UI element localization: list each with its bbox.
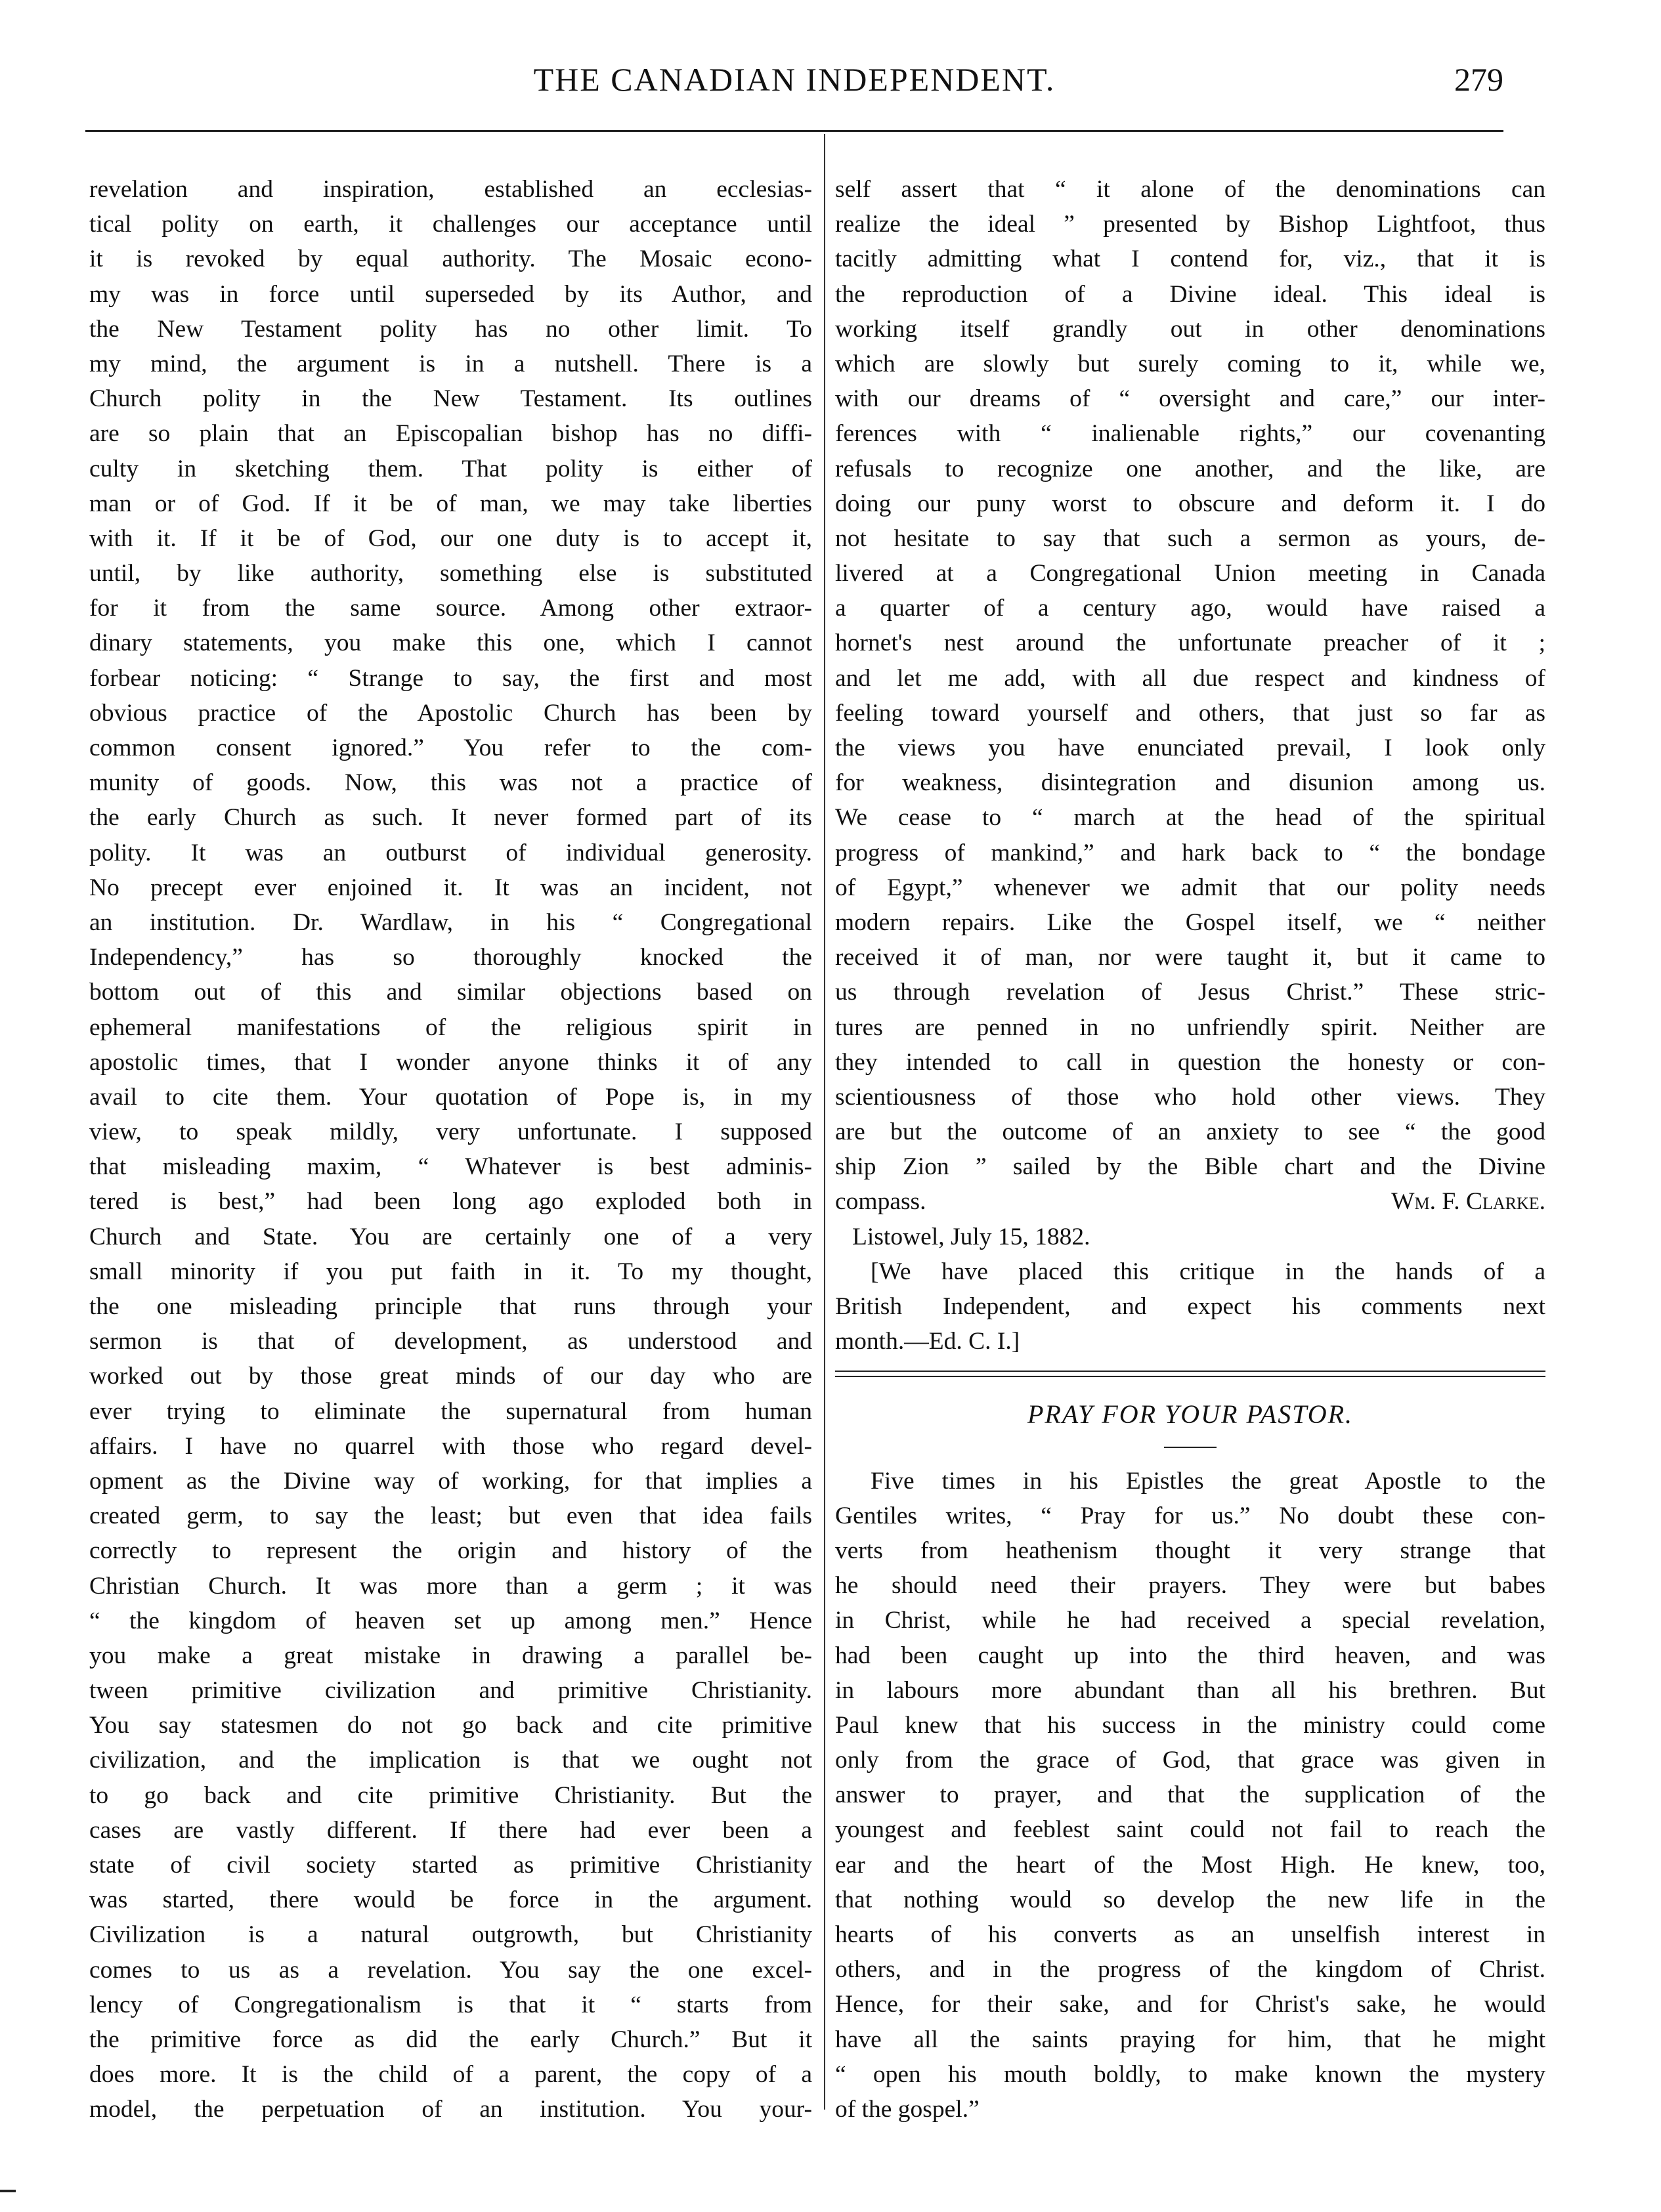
section-separator xyxy=(835,1359,1545,1393)
text-line: they intended to call in question the honesty or con- xyxy=(835,1048,1545,1076)
text-line: lency of Congregationalism is that it “ starts from xyxy=(89,1991,812,2018)
text-line: hornet's nest around the unfortunate preacher of it ; xyxy=(835,629,1545,657)
text-line: an institution. Dr. Wardlaw, in his “ Congregational xyxy=(89,908,812,936)
signature: Wm. F. Clarke. xyxy=(1391,1188,1545,1216)
text-line: with our dreams of “ oversight and care,” our inter- xyxy=(835,385,1545,413)
text-line: dinary statements, you make this one, which I cannot xyxy=(89,629,812,657)
article-line: in labours more abundant than all his brethren. But xyxy=(835,1676,1545,1704)
text-line: civilization, and the implication is that we ought not xyxy=(89,1747,812,1774)
editor-note-line: [We have placed this critique in the hands of a xyxy=(871,1258,1545,1285)
text-line: worked out by those great minds of our day who are xyxy=(89,1363,812,1390)
article-line: Five times in his Epistles the great Apostle to the xyxy=(871,1467,1545,1495)
text-line: that misleading maxim, “ Whatever is best adminis- xyxy=(89,1153,812,1181)
article-line: have all the saints praying for him, that he might xyxy=(835,2026,1545,2053)
text-line: are but the outcome of an anxiety to see “ the good xyxy=(835,1118,1545,1146)
article-line: in Christ, while he had received a special revelation, xyxy=(835,1607,1545,1634)
text-line: which are slowly but surely coming to it, while we, xyxy=(835,350,1545,377)
text-line: bottom out of this and similar objections based on xyxy=(89,979,812,1006)
text-line: ephemeral manifestations of the religious spirit in xyxy=(89,1013,812,1041)
running-title: THE CANADIAN INDEPENDENT. xyxy=(533,61,1056,98)
text-line: obvious practice of the Apostolic Church has been by xyxy=(89,699,812,727)
article-line: verts from heathenism thought it very strange that xyxy=(835,1537,1545,1564)
text-line: We cease to “ march at the head of the spiritual xyxy=(835,804,1545,832)
text-line: for it from the same source. Among other extraor- xyxy=(89,595,812,622)
text-line: tures are penned in no unfriendly spirit. Neither are xyxy=(835,1013,1545,1041)
article-line: ear and the heart of the Most High. He knew, too, xyxy=(835,1851,1545,1879)
article-line: Paul knew that his success in the ministry could come xyxy=(835,1711,1545,1739)
text-line: apostolic times, that I wonder anyone thinks it of any xyxy=(89,1048,812,1076)
article-line: that nothing would so develop the new life in the xyxy=(835,1886,1545,1913)
text-line: of Egypt,” whenever we admit that our polity needs xyxy=(835,874,1545,901)
text-line: avail to cite them. Your quotation of Pope is, in my xyxy=(89,1083,812,1111)
article-line: youngest and feeblest saint could not fail to reach the xyxy=(835,1816,1545,1844)
page-edge-mark xyxy=(0,2190,16,2192)
article-line: only from the grace of God, that grace was given in xyxy=(835,1747,1545,1774)
article-line: others, and in the progress of the kingdom of Christ. xyxy=(835,1956,1545,1984)
text-line: the reproduction of a Divine ideal. This ideal is xyxy=(835,280,1545,308)
text-line: tacitly admitting what I contend for, viz., that it is xyxy=(835,245,1545,273)
dateline: Listowel, July 15, 1882. xyxy=(852,1223,1090,1250)
left-column xyxy=(89,172,812,2127)
text-line: man or of God. If it be of man, we may take liberties xyxy=(89,490,812,517)
text-line: my mind, the argument is in a nutshell. There is a xyxy=(89,350,812,377)
text-line: scientiousness of those who hold other views. They xyxy=(835,1083,1545,1111)
text-line: view, to speak mildly, very unfortunate. I supposed xyxy=(89,1118,812,1146)
text-line: polity. It was an outburst of individual generosity. xyxy=(89,839,812,866)
text-line: with it. If it be of God, our one duty is to accept it, xyxy=(89,524,812,552)
text-line: Church polity in the New Testament. Its outlines xyxy=(89,385,812,413)
text-line: No precept ever enjoined it. It was an incident, not xyxy=(89,874,812,901)
text-line: correctly to represent the origin and history of the xyxy=(89,1537,812,1565)
text-line: the New Testament polity has no other limit. To xyxy=(89,315,812,343)
text-line: you make a great mistake in drawing a parallel be- xyxy=(89,1642,812,1669)
text-line: revelation and inspiration, established an ecclesias- xyxy=(89,176,812,203)
column-divider xyxy=(824,134,825,2110)
article-line: Hence, for their sake, and for Christ's sake, he would xyxy=(835,1991,1545,2018)
text-line: forbear noticing: “ Strange to say, the first and most xyxy=(89,664,812,692)
text-line: affairs. I have no quarrel with those who regard devel- xyxy=(89,1432,812,1460)
text-line: refusals to recognize one another, and the like, are xyxy=(835,455,1545,482)
text-line: small minority if you put faith in it. To my thought, xyxy=(89,1258,812,1285)
text-line: it is revoked by equal authority. The Mosaic econo- xyxy=(89,245,812,273)
right-column xyxy=(835,172,1545,2127)
text-line: progress of mankind,” and hark back to “ the bondage xyxy=(835,839,1545,866)
text-line: modern repairs. Like the Gospel itself, we “ neither xyxy=(835,908,1545,936)
text-line: feeling toward yourself and others, that just so far as xyxy=(835,699,1545,727)
letter-closing-line xyxy=(835,1184,1545,1219)
text-line: the early Church as such. It never formed part of its xyxy=(89,804,812,832)
text-line: not hesitate to say that such a sermon as yours, de- xyxy=(835,524,1545,552)
article-line: answer to prayer, and that the supplication of the xyxy=(835,1781,1545,1809)
article-line: “ open his mouth boldly, to make known the mystery xyxy=(835,2060,1545,2088)
text-line: for weakness, disintegration and disunion among us. xyxy=(835,769,1545,797)
text-line: working itself grandly out in other denominations xyxy=(835,315,1545,343)
header-rule xyxy=(85,130,1503,132)
text-line: Civilization is a natural outgrowth, but Christianity xyxy=(89,1921,812,1949)
page-header xyxy=(85,56,1503,102)
text-line: tered is best,” had been long ago exploded both in xyxy=(89,1188,812,1216)
editor-note xyxy=(835,1254,1545,1359)
text-line: ever trying to eliminate the supernatural from human xyxy=(89,1397,812,1425)
text-line: my was in force until superseded by its Author, and xyxy=(89,280,812,308)
text-line: until, by like authority, something else is substituted xyxy=(89,560,812,587)
article-title: PRAY FOR YOUR PASTOR. xyxy=(1027,1399,1354,1429)
text-line: the primitive force as did the early Church.” But it xyxy=(89,2026,812,2053)
text-line: You say statesmen do not go back and cite primitive xyxy=(89,1712,812,1739)
letter-continuation xyxy=(835,172,1545,1184)
text-line: created germ, to say the least; but even that idea fails xyxy=(89,1502,812,1530)
text-line: are so plain that an Episcopalian bishop has no diffi- xyxy=(89,420,812,448)
article-body xyxy=(835,1464,1545,2127)
text-line: does more. It is the child of a parent, the copy of a xyxy=(89,2061,812,2089)
text-line: and let me add, with all due respect and kindness of xyxy=(835,664,1545,692)
text-line: the views you have enunciated prevail, I look only xyxy=(835,734,1545,761)
text-line: comes to us as a revelation. You say the one excel- xyxy=(89,1956,812,1984)
text-line: opment as the Divine way of working, for that implies a xyxy=(89,1467,812,1495)
article-line: Gentiles writes, “ Pray for us.” No doubt these con- xyxy=(835,1502,1545,1529)
text-line: received it of man, nor were taught it, but it came to xyxy=(835,944,1545,971)
text-line: livered at a Congregational Union meeting in Canada xyxy=(835,560,1545,587)
text-line: common consent ignored.” You refer to the com- xyxy=(89,734,812,761)
article-line: of the gospel.” xyxy=(835,2095,980,2123)
text-line: to go back and cite primitive Christianity. But the xyxy=(89,1781,812,1809)
text-line: culty in sketching them. That polity is either of xyxy=(89,455,812,482)
text-line: was started, there would be force in the argument. xyxy=(89,1886,812,1914)
article-line: hearts of his converts as an unselfish interest in xyxy=(835,1921,1545,1948)
closing-word: compass. xyxy=(835,1188,926,1216)
text-line: “ the kingdom of heaven set up among men.” Hence xyxy=(89,1607,812,1634)
text-line: a quarter of a century ago, would have raised a xyxy=(835,595,1545,622)
text-line: self assert that “ it alone of the denominations can xyxy=(835,176,1545,203)
text-line: state of civil society started as primitive Christianity xyxy=(89,1852,812,1879)
text-line: model, the perpetuation of an institution. You your- xyxy=(89,2096,812,2123)
editor-note-line: British Independent, and expect his comments next xyxy=(835,1293,1545,1320)
article-line: he should need their prayers. They were but babes xyxy=(835,1572,1545,1600)
text-line: the one misleading principle that runs through your xyxy=(89,1293,812,1320)
text-line: Independency,” has so thoroughly knocked the xyxy=(89,944,812,971)
article-line: had been caught up into the third heaven, and was xyxy=(835,1642,1545,1669)
text-line: Church and State. You are certainly one of a very xyxy=(89,1223,812,1250)
text-line: tical polity on earth, it challenges our acceptance until xyxy=(89,211,812,238)
title-rule xyxy=(835,1435,1545,1464)
text-line: cases are vastly different. If there had ever been a xyxy=(89,1816,812,1844)
text-line: munity of goods. Now, this was not a practice of xyxy=(89,769,812,797)
text-line: ferences with “ inalienable rights,” our covenanting xyxy=(835,420,1545,448)
text-line: us through revelation of Jesus Christ.” These stric- xyxy=(835,979,1545,1006)
text-line: doing our puny worst to obscure and deform it. I do xyxy=(835,490,1545,517)
text-line: tween primitive civilization and primitive Christianity. xyxy=(89,1677,812,1705)
text-line: sermon is that of development, as understood and xyxy=(89,1328,812,1355)
text-line: Christian Church. It was more than a germ ; it was xyxy=(89,1572,812,1600)
editor-note-line: month.—Ed. C. I.] xyxy=(835,1328,1020,1355)
text-line: realize the ideal ” presented by Bishop Lightfoot, thus xyxy=(835,211,1545,238)
text-line: ship Zion ” sailed by the Bible chart and the Divine xyxy=(835,1153,1545,1181)
page-number: 279 xyxy=(1454,61,1503,98)
